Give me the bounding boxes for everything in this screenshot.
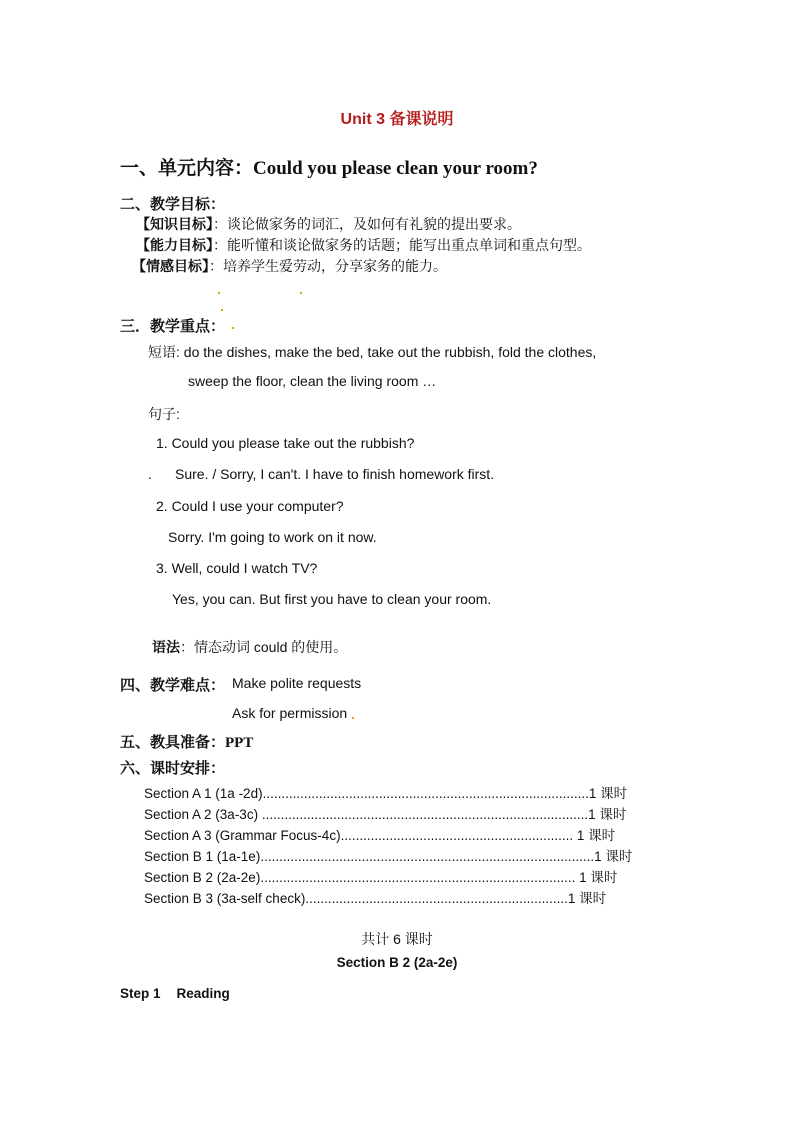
step-label: Step 1 (120, 986, 161, 1001)
schedule-row-leader: ...................................................................... (305, 891, 568, 906)
sentence-3: 3. Well, could I watch TV? (156, 560, 318, 576)
schedule-row-hours: 1 课时 (573, 828, 616, 843)
schedule-row (144, 866, 617, 886)
schedule-heading: 六、课时安排： (120, 760, 226, 777)
materials-heading (120, 731, 253, 752)
grammar-line (152, 637, 347, 657)
step-heading (120, 986, 230, 1001)
phrases-line-1 (148, 342, 596, 362)
schedule-row (144, 824, 615, 844)
difficulty-1: Make polite requests (232, 675, 362, 691)
step-name: Reading (176, 986, 230, 1001)
unit-content-heading (120, 153, 538, 180)
schedule-row-leader: .............................................................. (340, 828, 574, 843)
schedule-row-hours: 1 课时 (575, 870, 618, 885)
schedule-row (144, 803, 626, 823)
key-points-heading: 三．教学重点： (120, 318, 226, 335)
goal-tag: 【知识目标】 (136, 216, 213, 232)
schedule-row-hours: 1 课时 (588, 807, 627, 822)
difficulties-heading: 四、教学难点： (120, 677, 226, 694)
schedule-row-leader: .................................................................................... (260, 870, 576, 885)
stray-dot (232, 327, 234, 329)
schedule-row-name: Section B 3 (3a-self check) (144, 891, 306, 906)
lesson-title: Section B 2 (2a-2e) (336, 955, 458, 970)
goal-text: ：培养学生爱劳动，分享家务的能力。 (209, 258, 447, 274)
schedule-row-name: Section B 1 (1a-1e) (144, 849, 261, 864)
phrases-text: do the dishes, make the bed, take out the rubbish, fold the clothes, (183, 344, 597, 360)
sentence-1-reply: Sure. / Sorry, I can't. I have to finish homework first. (175, 466, 495, 482)
grammar-label: 语法 (152, 639, 180, 655)
sentence-2-reply: Sorry. I'm going to work on it now. (168, 529, 377, 545)
sentence-3-reply: Yes, you can. But first you have to clean your room. (172, 591, 492, 607)
sentence-2: 2. Could I use your computer? (156, 498, 344, 514)
phrases-line-2: sweep the floor, clean the living room … (188, 373, 437, 389)
schedule-row-name: Section B 2 (2a-2e) (144, 870, 261, 885)
page-title: Unit 3 备课说明 (340, 111, 454, 128)
stray-dot (300, 292, 302, 294)
goal-ability (136, 235, 591, 255)
materials-text: PPT (225, 735, 254, 751)
schedule-row-hours: 1 课时 (567, 891, 607, 906)
sentence-1: 1. Could you please take out the rubbish? (156, 435, 415, 451)
goal-tag: 【能力目标】 (136, 237, 213, 253)
schedule-row (144, 887, 606, 907)
goal-knowledge (136, 214, 521, 234)
sentences-label: 句子: (148, 406, 180, 422)
phrases-label: 短语: (148, 344, 180, 360)
stray-dot (221, 309, 223, 311)
goal-text: ：谈论做家务的词汇，及如何有礼貌的提出要求。 (213, 216, 521, 232)
schedule-row (144, 782, 627, 802)
stray-dot (352, 717, 354, 719)
schedule-row-leader: ....................................................................................... (261, 807, 589, 822)
schedule-row (144, 845, 632, 865)
schedule-row-leader: ......................................................................................... (260, 849, 595, 864)
goal-text: ：能听懂和谈论做家务的话题；能写出重点单词和重点句型。 (213, 237, 591, 253)
schedule-row-leader: ....................................................................................... (262, 786, 589, 801)
goal-emotion (132, 256, 447, 276)
schedule-total: 共计 6 课时 (361, 931, 433, 947)
teaching-goals-heading: 二、教学目标： (120, 196, 226, 213)
schedule-row-hours: 1 课时 (594, 849, 633, 864)
unit-content-text: Could you please clean your room? (253, 158, 538, 179)
goal-tag: 【情感目标】 (132, 258, 209, 274)
sentence-bullet: . (148, 466, 152, 482)
materials-label: 五、教具准备： (120, 734, 226, 751)
stray-dot (218, 292, 220, 294)
grammar-text: ：情态动词 could 的使用。 (180, 639, 348, 655)
difficulty-2: Ask for permission (232, 705, 348, 721)
schedule-row-hours: 1 课时 (588, 786, 628, 801)
schedule-row-name: Section A 1 (1a -2d) (144, 786, 263, 801)
schedule-row-name: Section A 2 (3a-3c) (144, 807, 259, 822)
unit-content-label: 一、单元内容： (120, 158, 254, 179)
schedule-row-name: Section A 3 (Grammar Focus-4c) (144, 828, 341, 843)
